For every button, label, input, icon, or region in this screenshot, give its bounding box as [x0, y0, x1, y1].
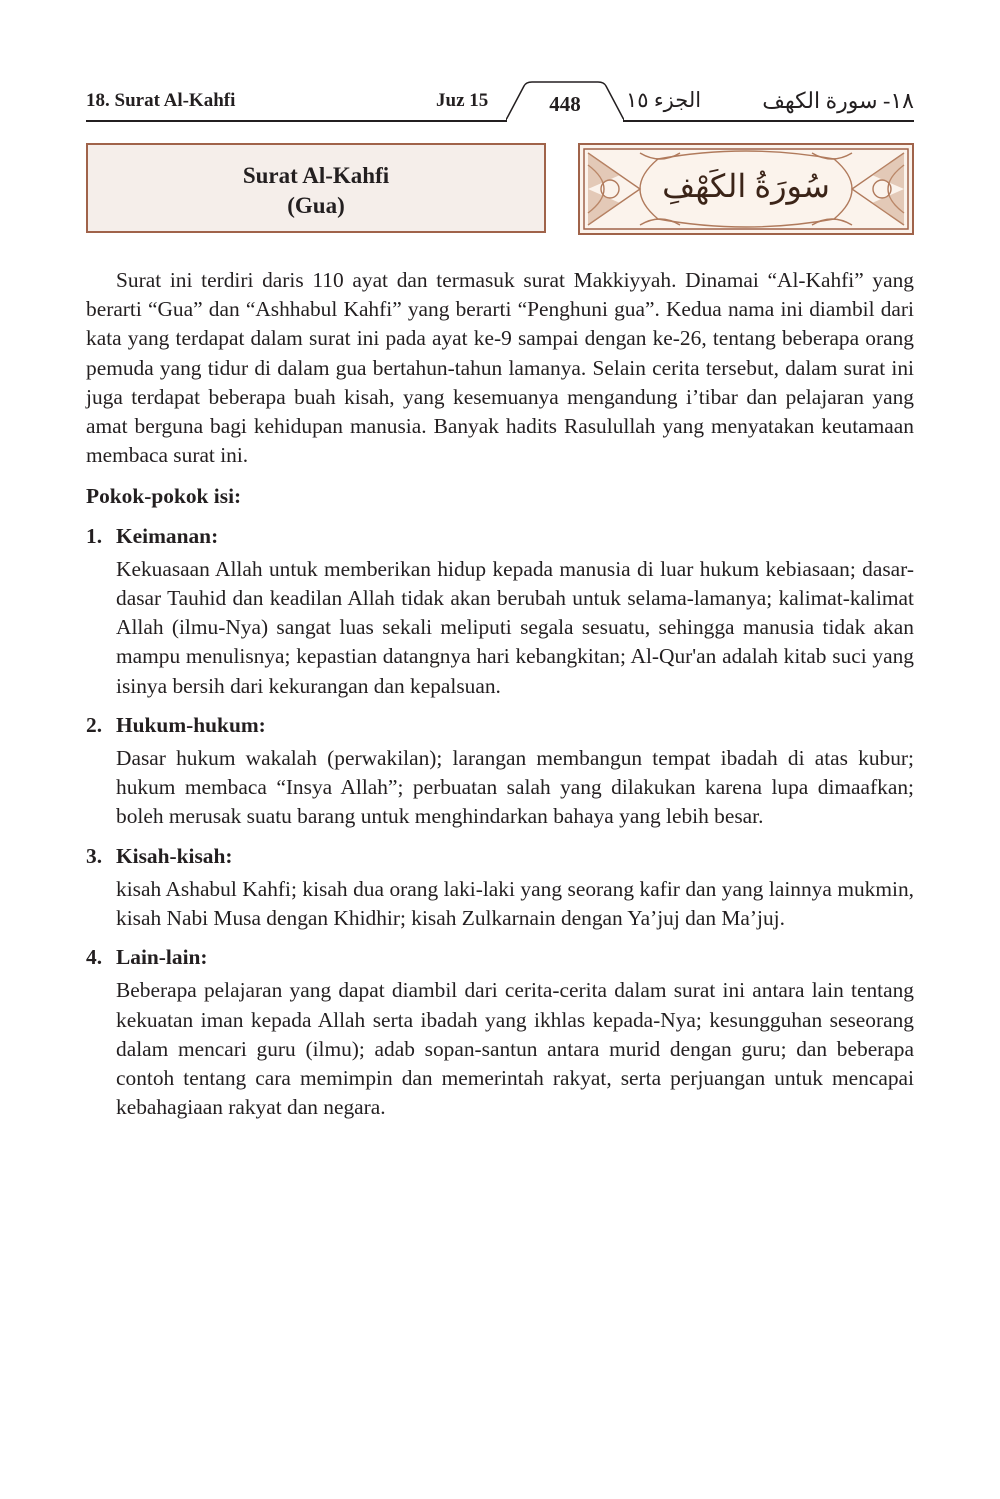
list-item-number: 2.	[86, 712, 103, 737]
arabic-surah-title: سُورَةُ الكَهْفِ	[662, 168, 830, 204]
header-surah-latin: 18. Surat Al-Kahfi	[86, 90, 236, 111]
list-item-title: Lain-lain:	[116, 945, 208, 970]
list-item-title: Keimanan:	[116, 523, 219, 548]
surah-title-box	[86, 143, 546, 233]
ornamental-title-frame	[578, 143, 914, 235]
page-number: 448	[549, 92, 581, 116]
header-juz-latin: Juz 15	[436, 90, 489, 111]
list-item-title: Hukum-hukum:	[116, 712, 266, 737]
list-item-body: Dasar hukum wakalah (perwakilan); larangan membangun tempat ibadah di atas kubur; hukum membaca “Insya Allah”; perbuatan salah yang dilakukan karena lupa dimaafkan; boleh merusak suatu barang untuk menghindarkan bahaya yang lebih besar.	[116, 746, 914, 829]
surah-subtitle: (Gua)	[287, 193, 345, 218]
list-item-heading	[86, 943, 914, 972]
list-item-body: kisah Ashabul Kahfi; kisah dua orang laki-laki yang seorang kafir dan yang lainnya mukmin, kisah Nabi Musa dengan Khidhir; kisah Zulkarnain dengan Ya’juj dan Ma’juj.	[116, 876, 914, 931]
list-item-number: 3.	[86, 843, 103, 868]
header-rule	[86, 120, 914, 122]
pokok-heading: Pokok-pokok isi:	[86, 484, 242, 509]
header-juz-arabic: الجزء ١٥	[626, 88, 702, 112]
list-item-heading	[86, 711, 914, 740]
list-item-number: 1.	[86, 523, 103, 548]
list-item-number: 4.	[86, 945, 103, 970]
list-item-body: Beberapa pelajaran yang dapat diambil dari cerita-cerita dalam surat ini antara lain tentang kekuatan iman kepada Allah serta ibadah yang ikhlas kepada-Nya; kesungguhan seseorang dalam mencari guru (ilmu); adab sopan-santun antara murid dengan guru; dan beberapa contoh tentang cara memimpin dan memerintah rakyat, serta perjuangan untuk mencapai kebahagiaan rakyat dan negara.	[116, 978, 914, 1120]
page-body	[86, 266, 914, 1122]
list-item-heading	[86, 522, 914, 551]
list-item-body: Kekuasaan Allah untuk memberikan hidup kepada manusia di luar hukum kebiasaan; dasar-dasar Tauhid dan keadilan Allah tidak akan berubah untuk selama-lamanya; kalimat-kalimat Allah (ilmu-Nya) sangat luas sekali meliputi segala sesuatu, sehingga manusia tidak akan mampu menulisnya; kepastian datangnya hari kebangkitan; Al-Qur'an adalah kitab suci yang isinya bersih dari kekurangan dan kepalsuan.	[116, 556, 914, 698]
surah-title: Surat Al-Kahfi	[242, 163, 390, 188]
list-item-title: Kisah-kisah:	[116, 843, 233, 868]
page-header	[86, 88, 914, 128]
intro-paragraph: Surat ini terdiri daris 110 ayat dan termasuk surat Makkiyyah. Dinamai “Al-Kahfi” yang berarti “Gua” dan “Ashhabul Kahfi” yang berarti “Penghuni gua”. Kedua nama ini diambil dari kata yang terdapat dalam surat ini pada ayat ke-9 sampai dengan ke-26, tentang beberapa orang pemuda yang tidur di dalam gua bertahun-tahun lamanya. Selain cerita tersebut, dalam surat ini juga terdapat beberapa buah kisah, yang kesemuanya mengandung i’tibar dan pelajaran yang amat berguna bagi kehidupan manusia. Banyak hadits Rasulullah yang menyatakan keutamaan membaca surat ini.	[86, 268, 914, 468]
list-item-heading	[86, 842, 914, 871]
header-surah-arabic: ١٨- سورة الكهف	[762, 88, 914, 113]
